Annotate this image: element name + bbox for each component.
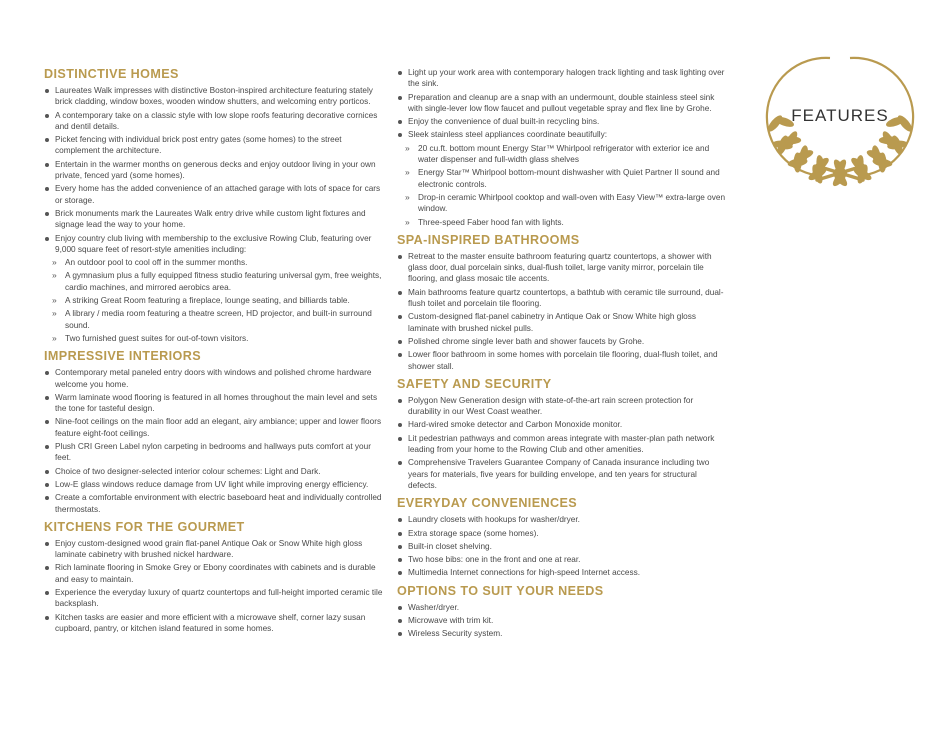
list-item: Retreat to the master ensuite bathroom featuring quartz countertops, a shower with glass door, dual porcelain sinks, dual-flush toilet, large vanity mirror, porcelain tile flooring, and glass mosaic tile accents. — [397, 251, 727, 285]
sub-list-item: » An outdoor pool to cool off in the summer months. — [44, 257, 384, 268]
section-list — [44, 367, 384, 515]
right-column — [397, 67, 727, 644]
sub-list-item: » A striking Great Room featuring a fireplace, lounge seating, and billiards table. — [44, 295, 384, 306]
section-heading: DISTINCTIVE HOMES — [44, 67, 179, 81]
list-item: Lower floor bathroom in some homes with porcelain tile flooring, dual-flush toilet, and shower stall. — [397, 349, 727, 372]
left-column — [44, 66, 384, 638]
section-list — [397, 602, 727, 640]
list-item: Sleek stainless steel appliances coordinate beautifully: — [397, 129, 727, 140]
right-sections — [397, 232, 727, 640]
feature-section — [397, 232, 727, 372]
list-item: Lit pedestrian pathways and common areas integrate with master-plan path network leading from your home to the Rowing Club and other amenities. — [397, 433, 727, 456]
list-item: Washer/dryer. — [397, 602, 727, 613]
list-item: Create a comfortable environment with electric baseboard heat and individually controlled thermostats. — [44, 492, 384, 515]
list-item: Wireless Security system. — [397, 628, 727, 639]
list-item: Laundry closets with hookups for washer/dryer. — [397, 514, 727, 525]
section-list — [397, 395, 727, 491]
sub-list-item: » A library / media room featuring a theatre screen, HD projector, and built-in surround sound. — [44, 308, 384, 331]
feature-section — [397, 376, 727, 491]
list-item: Built-in closet shelving. — [397, 541, 727, 552]
list-item: A contemporary take on a classic style with low slope roofs featuring decorative cornices and dentil details. — [44, 110, 384, 133]
list-item: Custom-designed flat-panel cabinetry in Antique Oak or Snow White high gloss laminate with brushed nickel pulls. — [397, 311, 727, 334]
section-list — [397, 251, 727, 372]
list-item: Rich laminate flooring in Smoke Grey or Ebony coordinates with cabinets and is durable and easy to maintain. — [44, 562, 384, 585]
list-item: Extra storage space (some homes). — [397, 528, 727, 539]
sub-list-item: » Two furnished guest suites for out-of-town visitors. — [44, 333, 384, 344]
sub-list-item: » 20 cu.ft. bottom mount Energy Star™ Whirlpool refrigerator with exterior ice and water dispenser and full-width glass shelves — [397, 143, 727, 166]
list-item: Preparation and cleanup are a snap with an undermount, double stainless steel sink with single-lever low flow faucet and pullout vegetable spray and flex line by Grohe. — [397, 92, 727, 115]
feature-section — [397, 583, 727, 640]
list-item: Enjoy the convenience of dual built-in recycling bins. — [397, 116, 727, 127]
section-heading: SPA-INSPIRED BATHROOMS — [397, 232, 580, 247]
section-heading: OPTIONS TO SUIT YOUR NEEDS — [397, 583, 604, 598]
list-item: Light up your work area with contemporary halogen track lighting and task lighting over the sink. — [397, 67, 727, 90]
list-item: Two hose bibs: one in the front and one at rear. — [397, 554, 727, 565]
section-heading: KITCHENS FOR THE GOURMET — [44, 519, 245, 534]
list-item: Nine-foot ceilings on the main floor add an elegant, airy ambiance; upper and lower floors feature eight-foot ceilings. — [44, 416, 384, 439]
sub-list-item: » Three-speed Faber hood fan with lights. — [397, 217, 727, 228]
list-item: Polygon New Generation design with state-of-the-art rain screen protection for durability in our West Coast weather. — [397, 395, 727, 418]
list-item: Microwave with trim kit. — [397, 615, 727, 626]
sub-list-item: » Drop-in ceramic Whirlpool cooktop and wall-oven with Easy View™ extra-large oven window. — [397, 192, 727, 215]
section-heading: IMPRESSIVE INTERIORS — [44, 349, 202, 364]
list-item: Brick monuments mark the Laureates Walk entry drive while custom light fixtures and signage lead the way to your home. — [44, 208, 384, 231]
list-item: Plush CRI Green Label nylon carpeting in bedrooms and hallways puts comfort at your feet. — [44, 441, 384, 464]
section-list — [397, 514, 727, 578]
list-item: Polished chrome single lever bath and shower faucets by Grohe. — [397, 336, 727, 347]
list-item: Laureates Walk impresses with distinctive Boston-inspired architecture featuring stately brick cladding, window boxes, wooden window shutters, and welcoming entry porticos. — [44, 85, 384, 108]
list-item: Kitchen tasks are easier and more efficient with a microwave shelf, corner lazy susan cupboard, pantry, or kitchen island featured in some homes. — [44, 612, 384, 635]
list-item: Multimedia Internet connections for high-speed Internet access. — [397, 567, 727, 578]
sub-list-item: » Energy Star™ Whirlpool bottom-mount dishwasher with Quiet Partner II sound and electronic controls. — [397, 167, 727, 190]
kitchen-continued-list — [397, 67, 727, 228]
feature-section — [44, 66, 384, 344]
list-item: Contemporary metal paneled entry doors with windows and polished chrome hardware welcome you home. — [44, 367, 384, 390]
features-badge-label: FEATURES — [791, 106, 889, 125]
section-list — [44, 85, 384, 344]
list-item: Comprehensive Travelers Guarantee Company of Canada insurance including two years for materials, five years for building envelope, and ten years for structural defects. — [397, 457, 727, 491]
list-item: Enjoy country club living with membership to the exclusive Rowing Club, featuring over 9,000 square feet of resort-style amenities including: — [44, 233, 384, 256]
feature-section — [44, 348, 384, 515]
list-item: Enjoy custom-designed wood grain flat-panel Antique Oak or Snow White high gloss laminate cabinetry with brushed nickel hardware. — [44, 538, 384, 561]
feature-section — [44, 519, 384, 634]
section-heading: SAFETY AND SECURITY — [397, 376, 552, 391]
list-item: Experience the everyday luxury of quartz countertops and full-height imported ceramic tile backsplash. — [44, 587, 384, 610]
list-item: Every home has the added convenience of an attached garage with lots of space for cars or storage. — [44, 183, 384, 206]
list-item: Low-E glass windows reduce damage from UV light while improving energy efficiency. — [44, 479, 384, 490]
sub-list-item: » A gymnasium plus a fully equipped fitness studio featuring universal gym, free weights, cardio machines, and mirrored aerobics area. — [44, 270, 384, 293]
list-item: Warm laminate wood flooring is featured in all homes throughout the main level and sets the tone for tasteful design. — [44, 392, 384, 415]
feature-section — [397, 495, 727, 578]
list-item: Main bathrooms feature quartz countertops, a bathtub with ceramic tile surround, dual-flush toilet and porcelain tile flooring. — [397, 287, 727, 310]
list-item: Choice of two designer-selected interior colour schemes: Light and Dark. — [44, 466, 384, 477]
list-item: Entertain in the warmer months on generous decks and enjoy outdoor living in your own private, fenced yard (some homes). — [44, 159, 384, 182]
list-item: Hard-wired smoke detector and Carbon Monoxide monitor. — [397, 419, 727, 430]
section-heading: EVERYDAY CONVENIENCES — [397, 496, 578, 511]
list-item: Picket fencing with individual brick post entry gates (some homes) to the street complement the architecture. — [44, 134, 384, 157]
section-list — [44, 538, 384, 634]
